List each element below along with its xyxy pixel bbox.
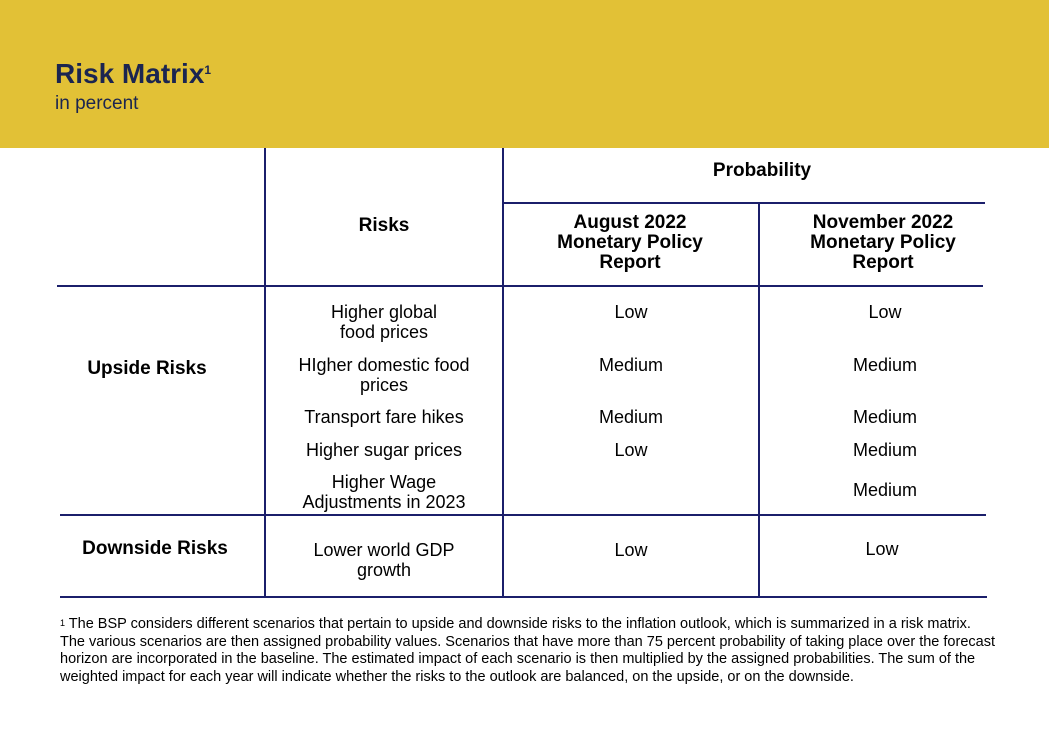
risk-line: HIgher domestic food [298, 355, 470, 375]
august-probability: Medium [598, 407, 664, 427]
grid-line [60, 514, 986, 516]
downside-risks-label: Downside Risks [82, 538, 228, 559]
risk-line: Lower world GDP [313, 540, 455, 560]
grid-line [60, 596, 987, 598]
risk-higher-global-food-prices [266, 302, 502, 342]
risk-line: Transport fare hikes [304, 407, 464, 427]
upside-risks-label: Upside Risks [87, 358, 207, 379]
column-header-line: Monetary Policy [810, 232, 956, 253]
risk-higher-domestic-food-prices [266, 355, 502, 395]
august-2022-column-header [502, 213, 758, 273]
footnote [60, 616, 995, 686]
page-title [55, 58, 211, 90]
column-header-line: Monetary Policy [557, 232, 703, 253]
november-probability: Medium [852, 440, 918, 460]
title-footnote-marker: 1 [204, 63, 212, 77]
risk-higher-wage-adjustments [266, 472, 502, 512]
august-probability: Low [614, 440, 648, 460]
risk-higher-sugar-prices [266, 440, 502, 460]
november-probability: Medium [852, 407, 918, 427]
risk-line: growth [356, 560, 412, 580]
august-probability: Medium [598, 355, 664, 375]
risk-line: Higher sugar prices [305, 440, 463, 460]
column-header-line: August 2022 [573, 212, 687, 233]
risk-lower-world-gdp-growth [266, 540, 502, 580]
page-subtitle: in percent [55, 93, 139, 114]
august-probability: Low [614, 540, 648, 560]
risk-transport-fare-hikes [266, 407, 502, 427]
november-2022-column-header [758, 213, 1008, 273]
august-probability: Low [614, 302, 648, 322]
column-header-line: Report [599, 252, 661, 273]
grid-line [502, 202, 985, 204]
risk-line: food prices [339, 322, 429, 342]
grid-line [57, 285, 983, 287]
risk-line: Adjustments in 2023 [302, 492, 466, 512]
footnote-text: The BSP considers different scenarios that pertain to upside and downside risks to the inflation outlook, which is summarized in a risk matrix. The various scenarios are then assigned probability values. Scenarios that have more than 75 percent probability of taking place over the forecast horizon are incorporated in the baseline. The estimated impact of each scenario is then multiplied by the assigned probabilities. The sum of the weighted impact for each year will indicate whether the risks to the outlook are balanced, on the upside, or on the downside. [60, 616, 995, 685]
november-probability: Low [865, 539, 899, 559]
column-header-line: Report [852, 252, 914, 273]
november-probability: Medium [852, 480, 918, 500]
risk-line: prices [359, 375, 408, 395]
risk-line: Higher Wage [331, 472, 437, 492]
probability-header: Probability [712, 160, 812, 181]
november-probability: Low [868, 302, 902, 322]
title-text: Risk Matrix [55, 58, 205, 89]
november-probability: Medium [852, 355, 918, 375]
risk-line: Higher global [330, 302, 438, 322]
risks-header: Risks [358, 215, 410, 236]
footnote-marker: 1 [60, 618, 66, 628]
column-header-line: November 2022 [812, 212, 954, 233]
